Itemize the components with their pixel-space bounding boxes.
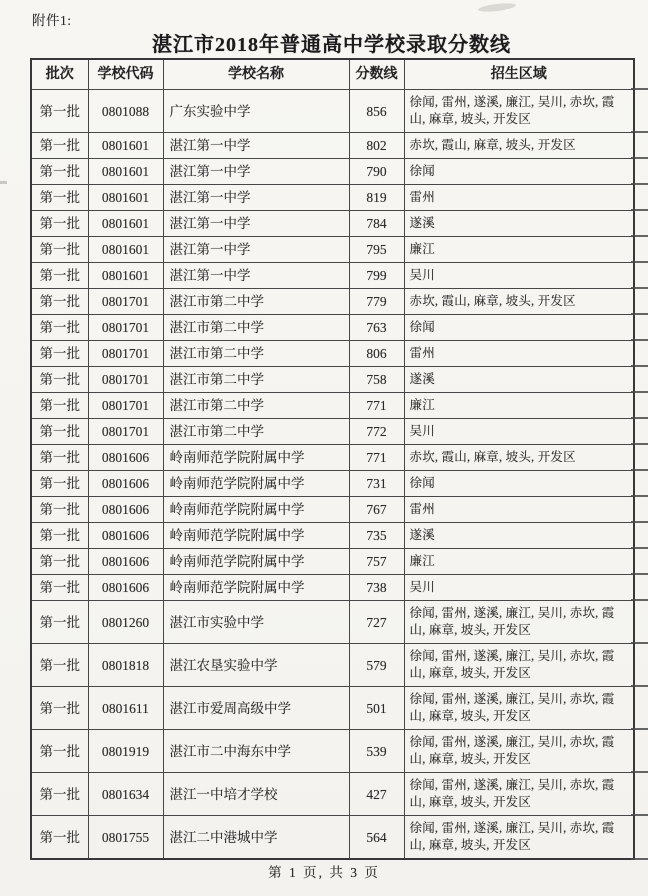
cell-school-code: 0801755 <box>88 816 163 860</box>
row-line-edge-artifact <box>631 599 648 601</box>
table-row <box>31 393 634 419</box>
row-line-edge-artifact <box>631 547 648 549</box>
row-line-edge-artifact <box>631 469 648 471</box>
cell-batch: 第一批 <box>31 575 88 601</box>
cell-batch: 第一批 <box>31 549 88 575</box>
cell-score: 731 <box>349 471 404 497</box>
table-row <box>31 497 634 523</box>
row-line-edge-artifact <box>631 642 648 644</box>
cell-batch: 第一批 <box>31 523 88 549</box>
cell-school-code: 0801601 <box>88 159 163 185</box>
row-line-edge-artifact <box>631 495 648 497</box>
cell-batch: 第一批 <box>31 419 88 445</box>
cell-school-code: 0801601 <box>88 185 163 211</box>
cell-region: 遂溪 <box>404 367 634 393</box>
row-line-edge-artifact <box>631 339 648 341</box>
cell-region: 吴川 <box>404 419 634 445</box>
cell-school-name: 湛江第一中学 <box>163 133 349 159</box>
cell-school-name: 湛江第一中学 <box>163 211 349 237</box>
table-row <box>31 644 634 687</box>
row-line-edge-artifact <box>631 261 648 263</box>
cell-score: 727 <box>349 601 404 644</box>
table-row <box>31 211 634 237</box>
cell-region: 廉江 <box>404 237 634 263</box>
row-line-edge-artifact <box>631 88 648 90</box>
cell-score: 579 <box>349 644 404 687</box>
table-row <box>31 816 634 860</box>
cell-region: 雷州 <box>404 341 634 367</box>
row-line-edge-artifact <box>631 417 648 419</box>
cell-region: 赤坎, 霞山, 麻章, 坡头, 开发区 <box>404 133 634 159</box>
cell-batch: 第一批 <box>31 644 88 687</box>
table-row <box>31 471 634 497</box>
page-title: 湛江市2018年普通高中学校录取分数线 <box>152 34 511 56</box>
cell-batch: 第一批 <box>31 730 88 773</box>
cell-score: 799 <box>349 263 404 289</box>
cell-region: 吴川 <box>404 575 634 601</box>
cell-batch: 第一批 <box>31 133 88 159</box>
row-line-edge-artifact <box>631 443 648 445</box>
cell-region: 廉江 <box>404 393 634 419</box>
cell-school-code: 0801606 <box>88 445 163 471</box>
cell-school-code: 0801601 <box>88 263 163 289</box>
cell-region: 徐闻 <box>404 315 634 341</box>
cell-batch: 第一批 <box>31 341 88 367</box>
cell-batch: 第一批 <box>31 601 88 644</box>
table-row <box>31 445 634 471</box>
cell-score: 427 <box>349 773 404 816</box>
cell-score: 856 <box>349 90 404 133</box>
cell-school-name: 湛江市第二中学 <box>163 315 349 341</box>
cell-score: 806 <box>349 341 404 367</box>
row-line-edge-artifact <box>631 183 648 185</box>
cell-score: 758 <box>349 367 404 393</box>
cell-school-name: 湛江市第二中学 <box>163 419 349 445</box>
cell-school-code: 0801260 <box>88 601 163 644</box>
cell-region: 徐闻, 雷州, 遂溪, 廉江, 吴川, 赤坎, 霞山, 麻章, 坡头, 开发区 <box>404 90 634 133</box>
table-row <box>31 523 634 549</box>
header-cell-batch: 批次 <box>31 59 88 90</box>
table-row <box>31 159 634 185</box>
scan-smudge-artifact <box>0 181 7 184</box>
table-row <box>31 133 634 159</box>
cell-batch: 第一批 <box>31 367 88 393</box>
cell-batch: 第一批 <box>31 497 88 523</box>
attachment-label: 附件1: <box>32 13 72 28</box>
cell-school-code: 0801818 <box>88 644 163 687</box>
cell-batch: 第一批 <box>31 211 88 237</box>
cell-batch: 第一批 <box>31 90 88 133</box>
row-line-edge-artifact <box>631 771 648 773</box>
cell-school-name: 湛江第一中学 <box>163 159 349 185</box>
table-row <box>31 549 634 575</box>
table-row <box>31 341 634 367</box>
table-row <box>31 773 634 816</box>
cell-region: 徐闻 <box>404 471 634 497</box>
cell-school-code: 0801606 <box>88 575 163 601</box>
cell-batch: 第一批 <box>31 445 88 471</box>
cell-region: 徐闻, 雷州, 遂溪, 廉江, 吴川, 赤坎, 霞山, 麻章, 坡头, 开发区 <box>404 687 634 730</box>
cell-school-code: 0801601 <box>88 211 163 237</box>
row-line-edge-artifact <box>631 235 648 237</box>
cell-batch: 第一批 <box>31 159 88 185</box>
row-line-edge-artifact <box>631 391 648 393</box>
table-row <box>31 315 634 341</box>
table-row <box>31 419 634 445</box>
score-table <box>30 58 635 860</box>
cell-school-code: 0801919 <box>88 730 163 773</box>
cell-school-name: 湛江二中港城中学 <box>163 816 349 860</box>
header-row <box>31 59 634 90</box>
row-line-edge-artifact <box>631 209 648 211</box>
cell-school-code: 0801701 <box>88 367 163 393</box>
cell-school-code: 0801701 <box>88 393 163 419</box>
cell-score: 763 <box>349 315 404 341</box>
cell-region: 吴川 <box>404 263 634 289</box>
cell-school-code: 0801634 <box>88 773 163 816</box>
cell-school-code: 0801606 <box>88 523 163 549</box>
cell-school-code: 0801701 <box>88 419 163 445</box>
cell-school-name: 湛江市第二中学 <box>163 367 349 393</box>
header-cell-score: 分数线 <box>349 59 404 90</box>
cell-batch: 第一批 <box>31 687 88 730</box>
cell-school-name: 湛江第一中学 <box>163 185 349 211</box>
cell-score: 771 <box>349 445 404 471</box>
row-line-edge-artifact <box>631 728 648 730</box>
cell-score: 819 <box>349 185 404 211</box>
cell-batch: 第一批 <box>31 393 88 419</box>
cell-region: 雷州 <box>404 497 634 523</box>
table-row <box>31 263 634 289</box>
cell-batch: 第一批 <box>31 185 88 211</box>
cell-school-code: 0801701 <box>88 315 163 341</box>
table-row <box>31 367 634 393</box>
cell-score: 738 <box>349 575 404 601</box>
cell-score: 735 <box>349 523 404 549</box>
cell-batch: 第一批 <box>31 315 88 341</box>
cell-school-name: 湛江市第二中学 <box>163 341 349 367</box>
cell-school-name: 岭南师范学院附属中学 <box>163 523 349 549</box>
cell-school-name: 岭南师范学院附属中学 <box>163 471 349 497</box>
cell-school-name: 湛江一中培才学校 <box>163 773 349 816</box>
row-line-edge-artifact <box>631 131 648 133</box>
cell-school-name: 湛江市第二中学 <box>163 289 349 315</box>
cell-school-name: 湛江市爱周高级中学 <box>163 687 349 730</box>
cell-region: 徐闻 <box>404 159 634 185</box>
cell-region: 徐闻, 雷州, 遂溪, 廉江, 吴川, 赤坎, 霞山, 麻章, 坡头, 开发区 <box>404 773 634 816</box>
cell-school-code: 0801611 <box>88 687 163 730</box>
cell-school-code: 0801701 <box>88 341 163 367</box>
row-line-edge-artifact <box>631 287 648 289</box>
cell-score: 767 <box>349 497 404 523</box>
cell-region: 遂溪 <box>404 523 634 549</box>
table-row <box>31 687 634 730</box>
cell-school-name: 湛江第一中学 <box>163 237 349 263</box>
row-line-edge-artifact <box>631 573 648 575</box>
cell-school-name: 岭南师范学院附属中学 <box>163 549 349 575</box>
cell-score: 539 <box>349 730 404 773</box>
cell-school-code: 0801606 <box>88 549 163 575</box>
cell-score: 772 <box>349 419 404 445</box>
header-cell-school-name: 学校名称 <box>163 59 349 90</box>
cell-region: 赤坎, 霞山, 麻章, 坡头, 开发区 <box>404 289 634 315</box>
cell-region: 赤坎, 霞山, 麻章, 坡头, 开发区 <box>404 445 634 471</box>
row-line-edge-artifact <box>631 685 648 687</box>
cell-score: 779 <box>349 289 404 315</box>
cell-batch: 第一批 <box>31 237 88 263</box>
cell-region: 雷州 <box>404 185 634 211</box>
table-row <box>31 90 634 133</box>
cell-school-code: 0801606 <box>88 497 163 523</box>
cell-school-name: 湛江农垦实验中学 <box>163 644 349 687</box>
cell-score: 784 <box>349 211 404 237</box>
table-row <box>31 601 634 644</box>
cell-school-name: 湛江市二中海东中学 <box>163 730 349 773</box>
cell-region: 廉江 <box>404 549 634 575</box>
cell-batch: 第一批 <box>31 773 88 816</box>
cell-school-code: 0801088 <box>88 90 163 133</box>
table-row <box>31 575 634 601</box>
cell-score: 501 <box>349 687 404 730</box>
row-line-edge-artifact <box>631 814 648 816</box>
cell-batch: 第一批 <box>31 289 88 315</box>
table-row <box>31 730 634 773</box>
table-row <box>31 289 634 315</box>
row-line-edge-artifact <box>631 521 648 523</box>
cell-school-name: 岭南师范学院附属中学 <box>163 445 349 471</box>
table-row <box>31 185 634 211</box>
cell-school-name: 岭南师范学院附属中学 <box>163 575 349 601</box>
cell-score: 757 <box>349 549 404 575</box>
cell-score: 802 <box>349 133 404 159</box>
row-line-edge-artifact <box>631 365 648 367</box>
cell-school-code: 0801606 <box>88 471 163 497</box>
header-cell-region: 招生区域 <box>404 59 634 90</box>
cell-score: 564 <box>349 816 404 860</box>
cell-school-name: 岭南师范学院附属中学 <box>163 497 349 523</box>
cell-batch: 第一批 <box>31 263 88 289</box>
cell-school-name: 湛江第一中学 <box>163 263 349 289</box>
header-cell-school-code: 学校代码 <box>88 59 163 90</box>
cell-region: 遂溪 <box>404 211 634 237</box>
cell-school-name: 广东实验中学 <box>163 90 349 133</box>
page-footer: 第 1 页, 共 3 页 <box>268 865 380 880</box>
cell-school-code: 0801601 <box>88 133 163 159</box>
cell-school-code: 0801601 <box>88 237 163 263</box>
cell-score: 790 <box>349 159 404 185</box>
cell-school-name: 湛江市第二中学 <box>163 393 349 419</box>
cell-region: 徐闻, 雷州, 遂溪, 廉江, 吴川, 赤坎, 霞山, 麻章, 坡头, 开发区 <box>404 644 634 687</box>
cell-score: 795 <box>349 237 404 263</box>
cell-batch: 第一批 <box>31 471 88 497</box>
row-line-edge-artifact <box>631 858 648 860</box>
cell-school-code: 0801701 <box>88 289 163 315</box>
table-row <box>31 237 634 263</box>
cell-batch: 第一批 <box>31 816 88 860</box>
cell-school-name: 湛江市实验中学 <box>163 601 349 644</box>
row-line-edge-artifact <box>631 157 648 159</box>
cell-region: 徐闻, 雷州, 遂溪, 廉江, 吴川, 赤坎, 霞山, 麻章, 坡头, 开发区 <box>404 730 634 773</box>
cell-region: 徐闻, 雷州, 遂溪, 廉江, 吴川, 赤坎, 霞山, 麻章, 坡头, 开发区 <box>404 816 634 860</box>
row-line-edge-artifact <box>631 313 648 315</box>
cell-score: 771 <box>349 393 404 419</box>
scan-smudge-artifact <box>478 2 517 14</box>
cell-region: 徐闻, 雷州, 遂溪, 廉江, 吴川, 赤坎, 霞山, 麻章, 坡头, 开发区 <box>404 601 634 644</box>
